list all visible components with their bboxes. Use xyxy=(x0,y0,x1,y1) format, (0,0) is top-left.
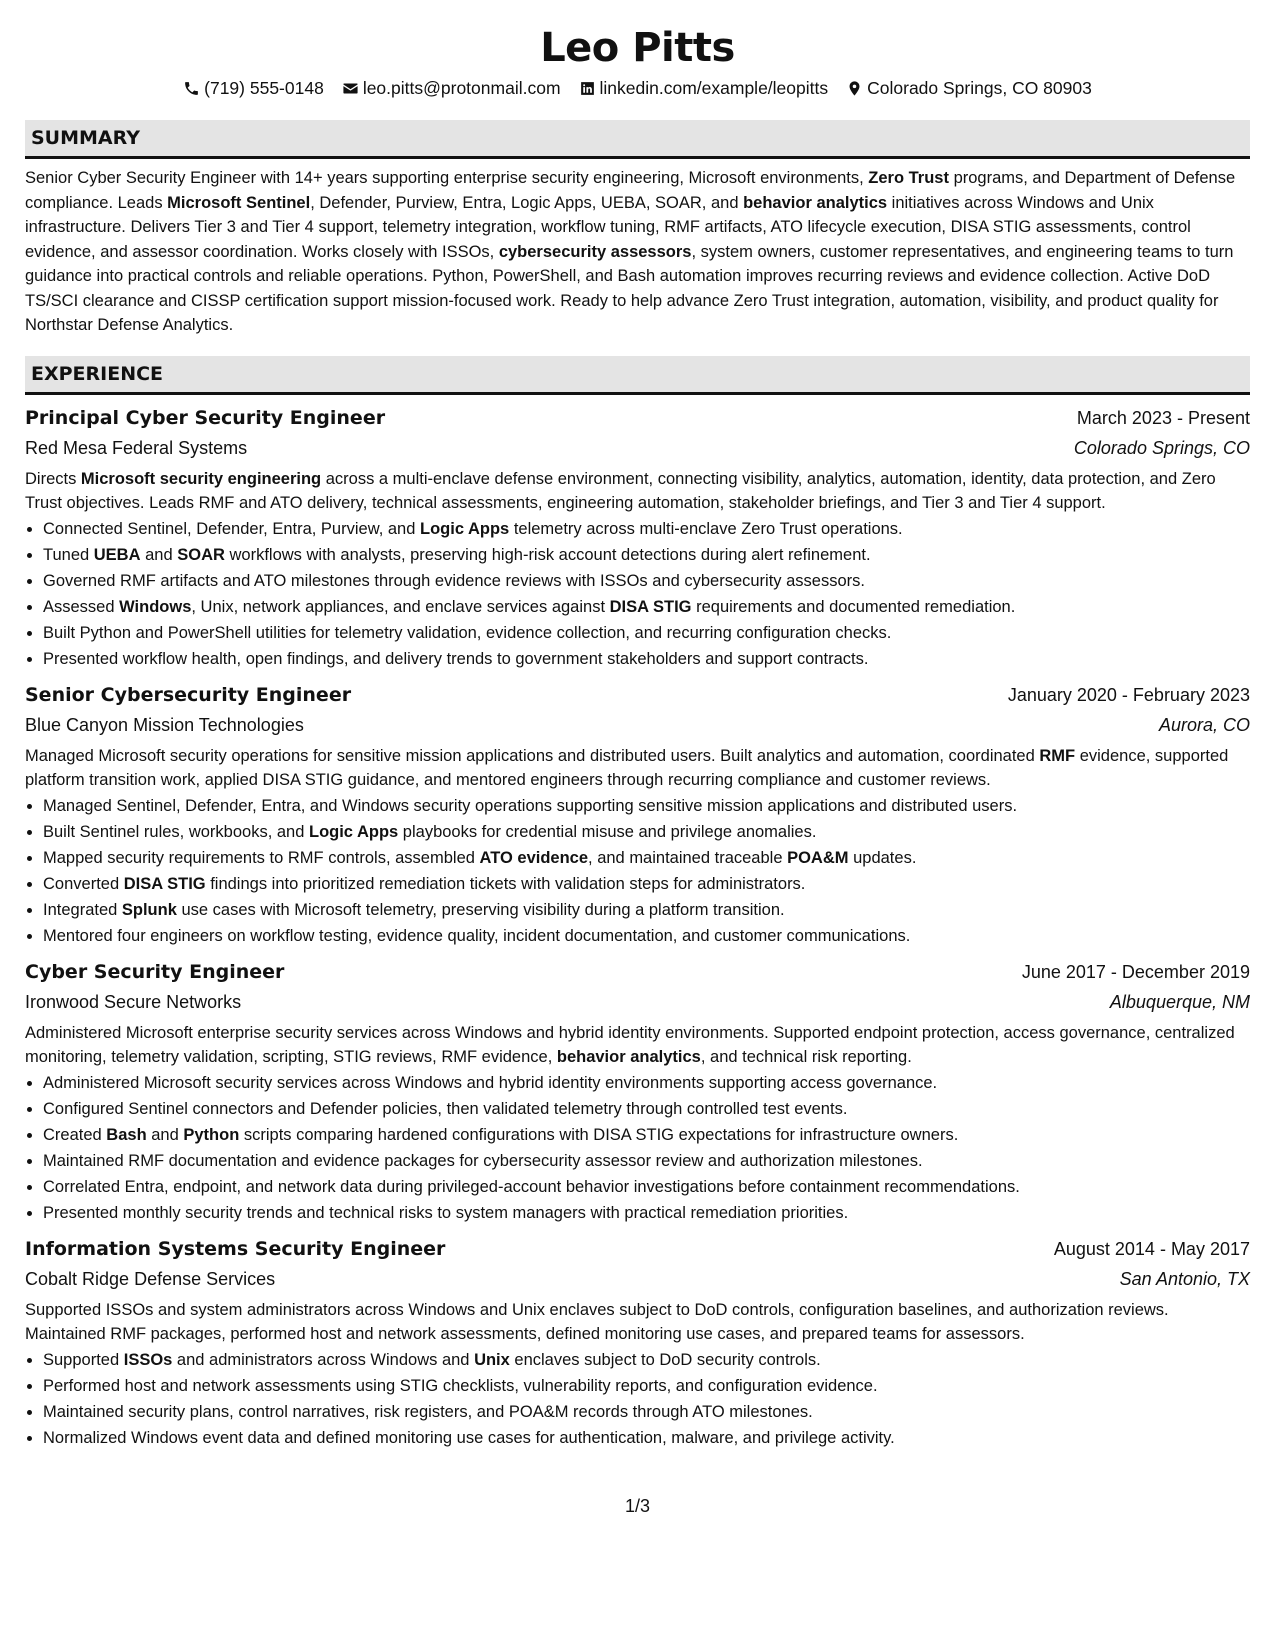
job-dates: March 2023 - Present xyxy=(1076,407,1250,428)
bullet-item: • Tuned UEBA and SOAR workflows with analysts, preserving high-risk account detections during alert refinement. xyxy=(43,542,1250,568)
job-description: Managed Microsoft security operations for sensitive mission applications and distributed users. Built analytics and automation, coordinated RMF evidence, supported platform transition work, applied DISA STIG guidance, and mentored engineers through recurring compliance and customer reviews. xyxy=(25,746,1229,789)
linkedin-icon xyxy=(579,80,596,97)
job-title: Senior Cybersecurity Engineer xyxy=(25,683,352,706)
contact-phone xyxy=(183,76,324,100)
job-title: Principal Cyber Security Engineer xyxy=(25,406,386,429)
email-link[interactable]: leo.pitts@protonmail.com xyxy=(362,78,561,98)
bullet-item: • Correlated Entra, endpoint, and network data during privileged-account behavior investigations before containment recommendations. xyxy=(43,1174,1250,1200)
job-entry xyxy=(25,957,1250,1226)
job-bullets xyxy=(25,1070,1250,1226)
linkedin-link[interactable]: linkedin.com/example/leopitts xyxy=(599,78,829,98)
company-name: Cobalt Ridge Defense Services xyxy=(25,1268,276,1289)
job-location: Albuquerque, NM xyxy=(1109,991,1250,1012)
job-description: Directs Microsoft security engineering across a multi-enclave defense environment, connecting visibility, analytics, automation, identity, data protection, and Zero Trust objectives. Leads RMF and ATO delivery, technical assessments, engineering automation, stakeholder briefings, and Tier 3 and Tier 4 support. xyxy=(25,469,1216,512)
phone-icon xyxy=(183,80,200,97)
summary-text: Senior Cyber Security Engineer with 14+ years supporting enterprise security engineering, Microsoft environments, Zero Trust programs, and Department of Defense compliance. Leads Microsoft Sentinel, Defender, Purview, Entra, Logic Apps, UEBA, SOAR, and behavior analytics initiatives across Windows and Unix infrastructure. Delivers Tier 3 and Tier 4 support, telemetry integration, workflow tuning, RMF artifacts, ATO lifecycle execution, DISA STIG assessments, control evidence, and assessor coordination. Works closely with ISSOs, cybersecurity assessors, system owners, customer representatives, and engineering teams to turn guidance into practical controls and reliable operations. Python, PowerShell, and Bash automation improves recurring reviews and evidence collection. Active DoD TS/SCI clearance and CISSP certification support mission-focused work. Ready to help advance Zero Trust integration, automation, visibility, and product quality for Northstar Defense Analytics. xyxy=(25,169,1236,334)
contact-linkedin[interactable] xyxy=(579,76,829,100)
job-bullets xyxy=(25,516,1250,672)
page-number: 1/3 xyxy=(624,1496,651,1516)
job-bullets xyxy=(25,793,1250,949)
location-text: Colorado Springs, CO 80903 xyxy=(867,78,1092,98)
map-pin-icon xyxy=(846,80,863,97)
bullet-item: • Maintained security plans, control narratives, risk registers, and POA&M records through ATO milestones. xyxy=(43,1399,1250,1425)
bullet-item: • Converted DISA STIG findings into prioritized remediation tickets with validation steps for administrators. xyxy=(43,871,1250,897)
summary-heading: SUMMARY xyxy=(31,127,140,149)
summary-section-header xyxy=(25,120,1250,159)
experience-heading: EXPERIENCE xyxy=(31,362,164,385)
bullet-item: • Supported ISSOs and administrators across Windows and Unix enclaves subject to DoD security controls. xyxy=(43,1347,1250,1373)
bullet-item: • Assessed Windows, Unix, network appliances, and enclave services against DISA STIG requirements and documented remediation. xyxy=(43,594,1250,620)
bullet-item: • Created Bash and Python scripts comparing hardened configurations with DISA STIG expectations for infrastructure owners. xyxy=(43,1122,1250,1148)
company-name: Ironwood Secure Networks xyxy=(25,991,242,1012)
resume-page xyxy=(25,22,1250,1451)
bullet-item: • Mapped security requirements to RMF controls, assembled ATO evidence, and maintained traceable POA&M updates. xyxy=(43,845,1250,871)
job-description: Administered Microsoft enterprise security services across Windows and hybrid identity environments. Supported endpoint protection, access governance, centralized monitoring, telemetry validation, scripting, STIG reviews, RMF evidence, behavior analytics, and technical risk reporting. xyxy=(25,1023,1235,1066)
bullet-item: • Managed Sentinel, Defender, Entra, and Windows security operations supporting sensitive mission applications and distributed users. xyxy=(43,793,1250,819)
bullet-item: • Performed host and network assessments using STIG checklists, vulnerability reports, and configuration evidence. xyxy=(43,1373,1250,1399)
contact-location xyxy=(846,76,1092,100)
job-entry xyxy=(25,1234,1250,1451)
job-entry xyxy=(25,403,1250,672)
bullet-item: • Administered Microsoft security services across Windows and hybrid identity environments supporting access governance. xyxy=(43,1070,1250,1096)
job-title: Cyber Security Engineer xyxy=(25,960,285,983)
contact-bar xyxy=(25,76,1250,100)
job-bullets xyxy=(25,1347,1250,1451)
bullet-item: • Governed RMF artifacts and ATO milestones through evidence reviews with ISSOs and cybersecurity assessors. xyxy=(43,568,1250,594)
company-name: Blue Canyon Mission Technologies xyxy=(25,714,304,735)
job-dates: January 2020 - February 2023 xyxy=(1007,684,1250,705)
experience-list xyxy=(25,403,1250,1451)
job-description: Supported ISSOs and system administrators across Windows and Unix enclaves subject to DoD controls, configuration baselines, and authorization reviews. Maintained RMF packages, performed host and network assessments, defined monitoring use cases, and prepared teams for assessors. xyxy=(25,1300,1169,1343)
bullet-item: • Maintained RMF documentation and evidence packages for cybersecurity assessor review and authorization milestones. xyxy=(43,1148,1250,1174)
bullet-item: • Built Sentinel rules, workbooks, and Logic Apps playbooks for credential misuse and privilege anomalies. xyxy=(43,819,1250,845)
contact-email[interactable] xyxy=(342,76,561,100)
bullet-item: • Integrated Splunk use cases with Microsoft telemetry, preserving visibility during a platform transition. xyxy=(43,897,1250,923)
phone-text: (719) 555-0148 xyxy=(204,78,324,98)
bullet-item: • Mentored four engineers on workflow testing, evidence quality, incident documentation, and customer communications. xyxy=(43,923,1250,949)
job-location: San Antonio, TX xyxy=(1119,1268,1250,1289)
job-dates: August 2014 - May 2017 xyxy=(1053,1238,1250,1259)
bullet-item: • Built Python and PowerShell utilities for telemetry validation, evidence collection, and recurring configuration checks. xyxy=(43,620,1250,646)
job-title: Information Systems Security Engineer xyxy=(25,1237,446,1260)
company-name: Red Mesa Federal Systems xyxy=(25,437,248,458)
job-dates: June 2017 - December 2019 xyxy=(1021,961,1250,982)
bullet-item: • Presented monthly security trends and technical risks to system managers with practical remediation priorities. xyxy=(43,1200,1250,1226)
bullet-item: • Connected Sentinel, Defender, Entra, Purview, and Logic Apps telemetry across multi-enclave Zero Trust operations. xyxy=(43,516,1250,542)
candidate-name: Leo Pitts xyxy=(540,25,735,71)
bullet-item: • Configured Sentinel connectors and Defender policies, then validated telemetry through controlled test events. xyxy=(43,1096,1250,1122)
experience-section-header xyxy=(25,356,1250,395)
job-location: Colorado Springs, CO xyxy=(1073,437,1250,458)
envelope-icon xyxy=(342,80,359,97)
job-location: Aurora, CO xyxy=(1158,714,1250,735)
bullet-item: • Normalized Windows event data and defined monitoring use cases for authentication, malware, and privilege activity. xyxy=(43,1425,1250,1451)
bullet-item: • Presented workflow health, open findings, and delivery trends to government stakeholders and support contracts. xyxy=(43,646,1250,672)
job-entry xyxy=(25,680,1250,949)
